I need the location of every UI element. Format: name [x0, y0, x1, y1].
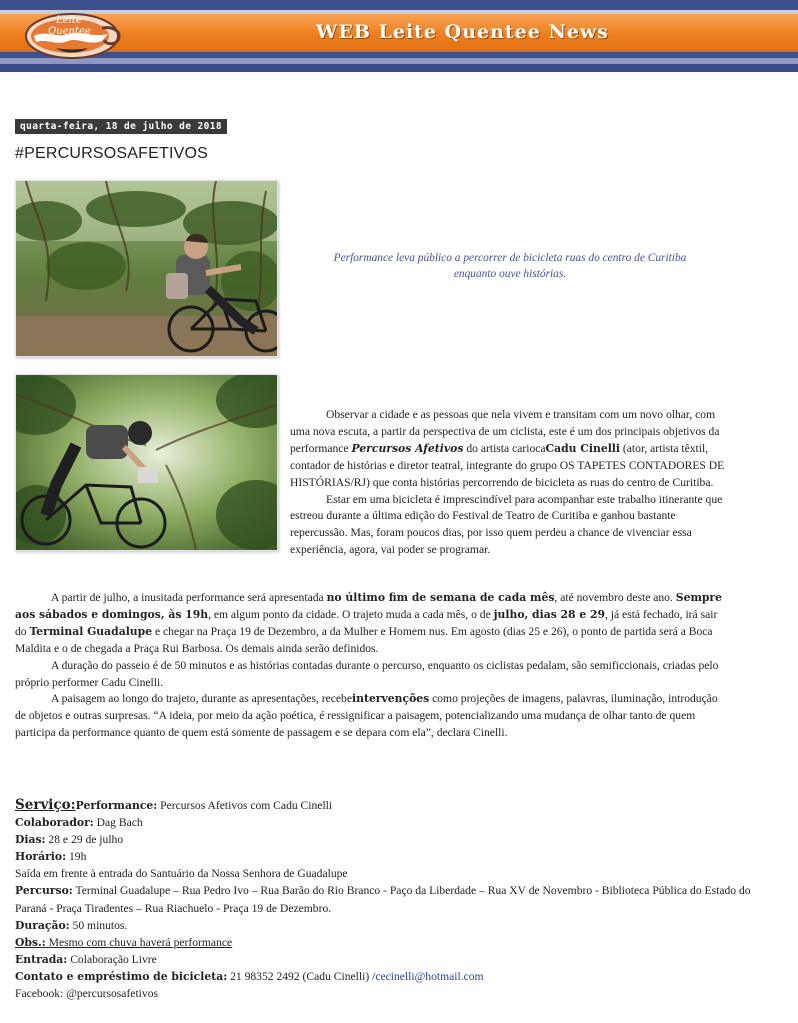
post-date: quarta-feira, 18 de julho de 2018: [15, 119, 227, 134]
field-label: Colaborador:: [15, 816, 94, 830]
blog-logo[interactable]: [22, 8, 126, 60]
caption-line: enquanto ouve histórias.: [453, 268, 567, 280]
highlight-text: Terminal Guadalupe: [29, 624, 153, 638]
service-performance: [15, 797, 755, 814]
field-value: Colaboração Livre: [67, 952, 157, 966]
text-run: (ator, artista têxtil, contador de histórias e diretor teatral, integrante do grupo OS TAPETES CONTADORES DE HISTÓRIAS/RJ) que conta histórias percorrendo de bicicleta as ruas do centro de Curitiba.: [290, 441, 725, 489]
text-run: como projeções de imagens, palavras, iluminação, introdução de objetos e outras surpresas. “A ideia, por meio da ação poética, é ressignificar a paisagem, potencializando uma mudança de olhar tanto de quem participa da performance quanto de quem está somente de passagem e se depara com ela”, declara Cinelli.: [15, 692, 718, 740]
post-title[interactable]: #PERCURSOSAFETIVOS: [15, 145, 208, 162]
cyclist-photo[interactable]: [15, 374, 278, 551]
field-label: Performance:: [75, 799, 158, 812]
highlight-text: julho, dias 28 e 29: [493, 607, 605, 621]
service-colaborador: [15, 814, 755, 831]
article-paragraph: Estar em uma bicicleta é imprescindível para acompanhar este trabalho itinerante que estreou durante a última edição do Festival de Teatro de Curitiba e ganhou bastante repercussão. Mas, foram poucos dias, por isso quem perdeu a chance de vivenciar essa experiência, agora, vai poder se programar.: [290, 492, 723, 557]
service-contato: [15, 968, 755, 985]
email-link[interactable]: cecinelli@hotmail.com: [375, 969, 484, 983]
field-value: 28 e 29 de julho: [45, 833, 124, 847]
field-value: 21 98352 2492 (Cadu Cinelli) /: [227, 969, 376, 983]
text-run: , até novembro deste ano.: [554, 591, 676, 604]
highlight-text: no último fim de semana de cada mês: [326, 591, 555, 604]
banner-stripe: [0, 64, 798, 72]
field-label: Dias:: [15, 833, 46, 847]
article-intro: [290, 407, 728, 559]
text-run: e chegar na Praça 19 de Dezembro, a da Mulher e Homem nus. Em agosto (dias 25 e 26), o ponto de partida será a Boca Maldita e o de chegada a Praça Rui Barbosa. Os demais ainda serão definidos.: [15, 624, 713, 655]
text-run: A partir de julho, a inusitada performance será apresentada: [51, 591, 327, 604]
service-horario: [15, 848, 755, 865]
service-duracao: [15, 917, 755, 934]
text-run: do artista carioca: [463, 441, 546, 455]
field-label: Obs.:: [15, 935, 46, 949]
service-heading: Serviço:: [15, 797, 76, 813]
highlight-text: intervenções: [352, 692, 430, 706]
field-label: Contato e empréstimo de bicicleta:: [15, 969, 228, 983]
service-percurso: [15, 882, 755, 916]
text-run: , já está fechado, irá sair do: [15, 607, 718, 638]
article-paragraph: [15, 590, 728, 658]
cyclist-photo-image: [16, 181, 277, 356]
service-saida: Saída em frente à entrada do Santuário da Nossa Senhora de Guadalupe: [15, 867, 348, 881]
field-value: 50 minutos.: [69, 918, 128, 932]
text-run: Observar a cidade e as pessoas que nela vivem e transitam com um novo olhar, com uma nova escuta, a partir da perspectiva de um ciclista, este é um dos principais objetivos da performance: [290, 408, 720, 455]
cyclist-photo[interactable]: [15, 180, 278, 357]
field-value: Dag Bach: [93, 816, 143, 830]
article-paragraph: [15, 691, 728, 742]
field-label: Percurso:: [15, 884, 73, 898]
field-value: Mesmo com chuva haverá performance: [45, 935, 233, 949]
field-value: Terminal Guadalupe – Rua Pedro Ivo – Rua Barão do Rio Branco - Paço da Liberdade – Rua XV de Novembro - Biblioteca Pública do Estado do Paraná - Praça Tiradentes – Rua Riachuelo - Praça 19 de Dezembro.: [15, 884, 751, 915]
logo-text-line1: Leite: [56, 15, 82, 26]
service-info: [15, 797, 755, 1002]
service-entrada: [15, 951, 755, 968]
service-dias: [15, 831, 755, 848]
field-label: Horário:: [15, 850, 67, 864]
text-run: , em algum ponto da cidade. O trajeto muda a cada mês, o de: [208, 607, 494, 621]
caption-line: Performance leva público a percorrer de bicicleta ruas do centro de Curitiba: [333, 252, 687, 264]
cyclist-photo-image: [16, 375, 277, 550]
service-facebook: Facebook: @percursosafetivos: [15, 987, 158, 1001]
field-value: 19h: [66, 850, 87, 864]
service-obs: [15, 934, 755, 951]
highlight-text: Sempre aos sábados e domingos, às 19h: [15, 591, 722, 621]
photo-caption: [300, 250, 720, 282]
article-paragraph: A duração do passeio é de 50 minutos e as histórias contadas durante o percurso, enquanto os ciclistas pedalam, são semificcionais, criadas pelo próprio performer Cadu Cinelli.: [15, 658, 719, 689]
blog-title[interactable]: WEB Leite Quentee News: [316, 21, 609, 43]
field-value: Percursos Afetivos com Cadu Cinelli: [157, 799, 333, 812]
field-label: Entrada:: [15, 952, 68, 966]
text-run: A paisagem ao longo do trajeto, durante as apresentações, recebe: [51, 692, 352, 706]
performance-name: Percursos Afetivos: [351, 441, 464, 455]
field-label: Duração:: [15, 918, 70, 932]
article-body: [15, 590, 728, 742]
logo-text-line2: Quentee: [48, 26, 91, 37]
blog-header-banner: [0, 0, 798, 74]
article-paragraph: [290, 407, 728, 492]
artist-name: Cadu Cinelli: [545, 441, 621, 455]
